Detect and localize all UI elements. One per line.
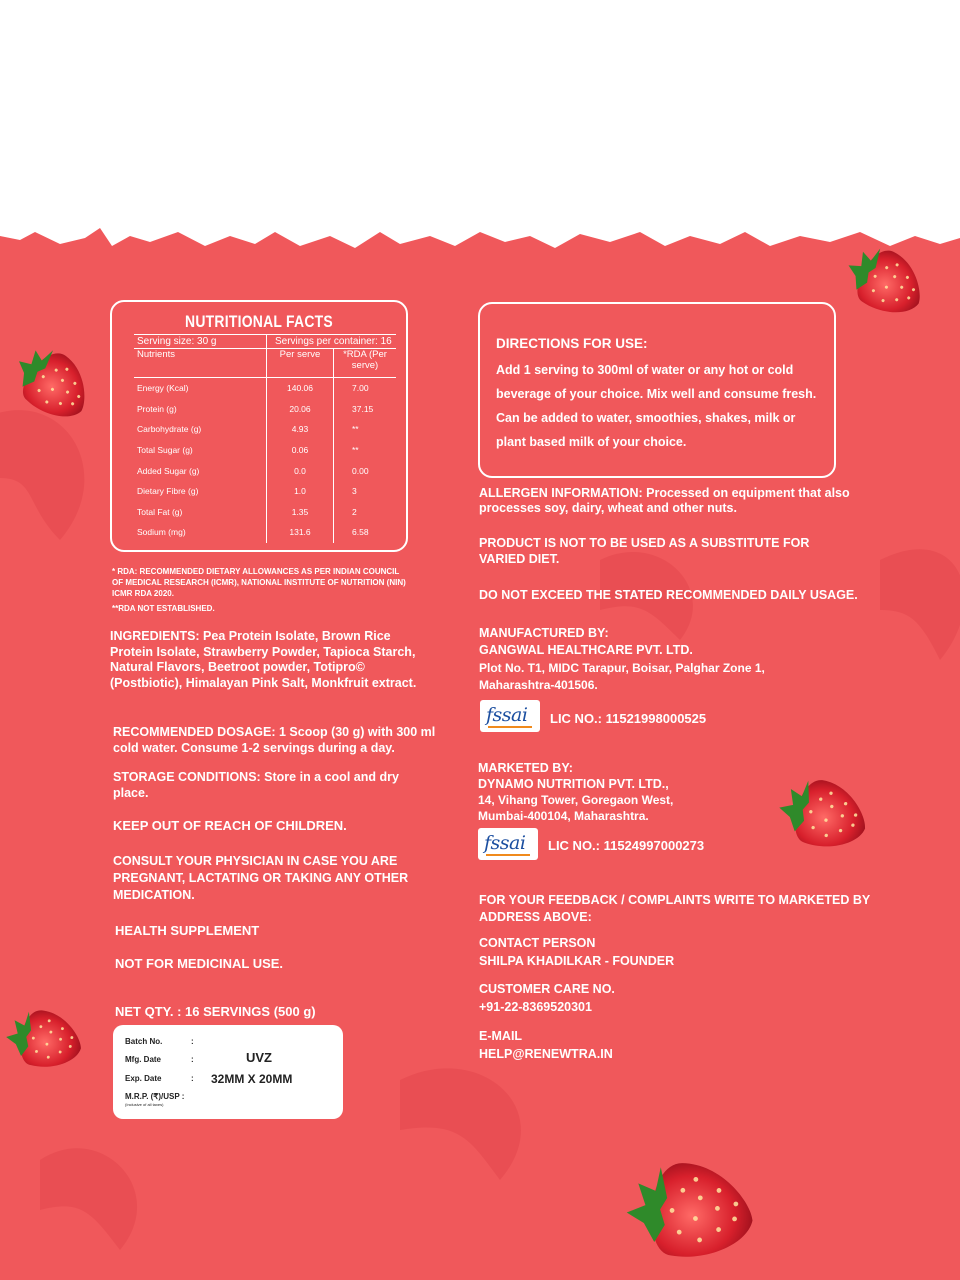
nutrient-name: Dietary Fibre (g) — [137, 486, 199, 497]
fssai-logo-1 — [480, 700, 540, 732]
nutrition-rows — [134, 378, 396, 543]
nutrient-rda: 6.58 — [352, 527, 369, 538]
fssai-logo-2 — [478, 828, 538, 860]
nutrient-row — [134, 502, 396, 523]
mrp-inclusive-note: (Inclusive of all taxes) — [125, 1102, 164, 1107]
nutrient-name: Added Sugar (g) — [137, 465, 200, 476]
nutrient-name: Energy (Kcal) — [137, 383, 189, 394]
nutrient-row — [134, 399, 396, 420]
marketed-by-label: MARKETED BY: — [478, 761, 573, 775]
nutrient-name: Total Fat (g) — [137, 506, 183, 517]
nutrition-title: NUTRITIONAL FACTS — [185, 312, 333, 331]
mrp-label: M.R.P. (₹)/USP : — [125, 1092, 185, 1101]
marketer-address-2: Mumbai-400104, Maharashtra. — [478, 809, 649, 823]
col-nutrients: Nutrients — [134, 349, 267, 378]
ingredients: INGREDIENTS: Pea Protein Isolate, Brown Rice Protein Isolate, Strawberry Powder, Tapioca Starch, Natural Flavors, Beetroot powder, Totipro© (Postbiotic), Himalayan Pink Salt, Monkfruit extract. — [110, 629, 417, 690]
keep-out-of-reach: KEEP OUT OF REACH OF CHILDREN. — [113, 818, 347, 833]
manufacturer-address-2: Maharashtra-401506. — [479, 678, 598, 692]
email-label: E-MAIL — [479, 1029, 523, 1043]
marketer-address-1: 14, Vihang Tower, Goregaon West, — [478, 793, 674, 807]
allergen-info: ALLERGEN INFORMATION: Processed on equipment that also processes soy, dairy, wheat and other nuts. — [479, 486, 850, 515]
directions-box — [478, 302, 836, 478]
fssai-logo-text-2: fssai — [484, 832, 526, 854]
marketer-name: DYNAMO NUTRITION PVT. LTD., — [478, 777, 669, 791]
fssai-logo-text-1: fssai — [486, 704, 528, 726]
license-number-1: LIC NO.: 11521998000525 — [550, 711, 707, 726]
recommended-dosage: RECOMMENDED DOSAGE: 1 Scoop (30 g) with 300 ml cold water. Consume 1-2 servings during a day. — [113, 725, 436, 755]
directions-title: DIRECTIONS FOR USE: — [496, 336, 648, 351]
directions-text: Add 1 serving to 300ml of water or any hot or cold beverage of your choice. Mix well and consume fresh. Can be added to water, smoothies, shakes, milk or plant based milk of your choice. — [496, 363, 817, 449]
nutrient-name: Sodium (mg) — [137, 527, 186, 538]
customer-care-number: +91-22-8369520301 — [479, 1000, 592, 1014]
nutrient-rda: 0.00 — [352, 465, 369, 476]
batch-label — [113, 1025, 343, 1119]
nutrient-rda: 3 — [352, 486, 357, 497]
mfg-colon: : — [191, 1055, 194, 1064]
feedback-note: FOR YOUR FEEDBACK / COMPLAINTS WRITE TO MARKETED BY ADDRESS ABOVE: — [479, 893, 870, 924]
nutrient-per-serve: 4.93 — [267, 419, 334, 440]
nutrition-table — [134, 334, 396, 543]
column-header-row — [134, 349, 396, 378]
nutrient-name: Carbohydrate (g) — [137, 424, 202, 435]
nutrient-row — [134, 522, 396, 543]
nutrient-per-serve: 0.0 — [267, 460, 334, 481]
storage-conditions: STORAGE CONDITIONS: Store in a cool and dry place. — [113, 770, 399, 800]
nutrient-rda: 37.15 — [352, 403, 374, 414]
not-substitute: PRODUCT IS NOT TO BE USED AS A SUBSTITUTE FOR VARIED DIET. — [479, 536, 810, 566]
nutrient-row — [134, 378, 396, 399]
manufactured-by-label: MANUFACTURED BY: — [479, 626, 609, 640]
serving-size: Serving size: 30 g — [134, 335, 267, 349]
health-supplement: HEALTH SUPPLEMENT — [115, 923, 260, 938]
nutrient-name: Protein (g) — [137, 403, 177, 414]
nutrient-per-serve: 1.35 — [267, 502, 334, 523]
col-rda: *RDA (Per serve) — [334, 349, 397, 378]
nutrient-row — [134, 481, 396, 502]
nutrient-per-serve: 0.06 — [267, 440, 334, 461]
net-quantity: NET QTY. : 16 SERVINGS (500 g) — [115, 1004, 316, 1019]
manufacturer-name: GANGWAL HEALTHCARE PVT. LTD. — [479, 643, 693, 657]
servings-per-container: Servings per container: 16 — [267, 335, 397, 349]
license-number-2: LIC NO.: 11524997000273 — [548, 838, 705, 853]
customer-care-label: CUSTOMER CARE NO. — [479, 982, 615, 996]
exp-colon: : — [191, 1074, 194, 1083]
nutrient-name: Total Sugar (g) — [137, 445, 193, 456]
nutrient-per-serve: 131.6 — [267, 522, 334, 543]
nutrient-rda: ** — [352, 424, 359, 435]
nutrient-per-serve: 1.0 — [267, 481, 334, 502]
nutrient-rda: 7.00 — [352, 383, 369, 394]
rda-not-established: **RDA NOT ESTABLISHED. — [112, 604, 215, 613]
consult-physician: CONSULT YOUR PHYSICIAN IN CASE YOU ARE PREGNANT, LACTATING OR TAKING ANY OTHER MEDICATION. — [113, 854, 409, 902]
manufacturer-address-1: Plot No. T1, MIDC Tarapur, Boisar, Palghar Zone 1, — [479, 661, 765, 675]
nutrient-row — [134, 460, 396, 481]
serving-row — [134, 335, 396, 349]
mfg-date-label: Mfg. Date — [125, 1055, 161, 1064]
contact-person-label: CONTACT PERSON — [479, 936, 596, 950]
nutrient-rda: ** — [352, 445, 359, 456]
nutrient-per-serve: 140.06 — [267, 378, 334, 399]
label-uvz: UVZ — [246, 1050, 272, 1065]
contact-person-name: SHILPA KHADILKAR - FOUNDER — [479, 954, 675, 968]
label-size: 32MM X 20MM — [211, 1072, 293, 1086]
nutrition-facts-box — [110, 300, 408, 552]
do-not-exceed: DO NOT EXCEED THE STATED RECOMMENDED DAILY USAGE. — [479, 588, 858, 602]
batch-colon: : — [191, 1037, 194, 1046]
col-per-serve: Per serve — [267, 349, 334, 378]
exp-date-label: Exp. Date — [125, 1074, 162, 1083]
batch-no-label: Batch No. — [125, 1037, 163, 1046]
nutrient-rda: 2 — [352, 506, 357, 517]
rda-footnote: * RDA: RECOMMENDED DIETARY ALLOWANCES AS PER INDIAN COUNCIL OF MEDICAL RESEARCH (ICMR), NATIONAL INSTITUTE OF NUTRITION (NIN) ICMR RDA 2020. — [112, 567, 406, 598]
nutrient-row — [134, 440, 396, 461]
not-for-medicinal-use: NOT FOR MEDICINAL USE. — [115, 956, 284, 971]
nutrient-per-serve: 20.06 — [267, 399, 334, 420]
nutrient-row — [134, 419, 396, 440]
email-address: HELP@RENEWTRA.IN — [479, 1047, 613, 1061]
